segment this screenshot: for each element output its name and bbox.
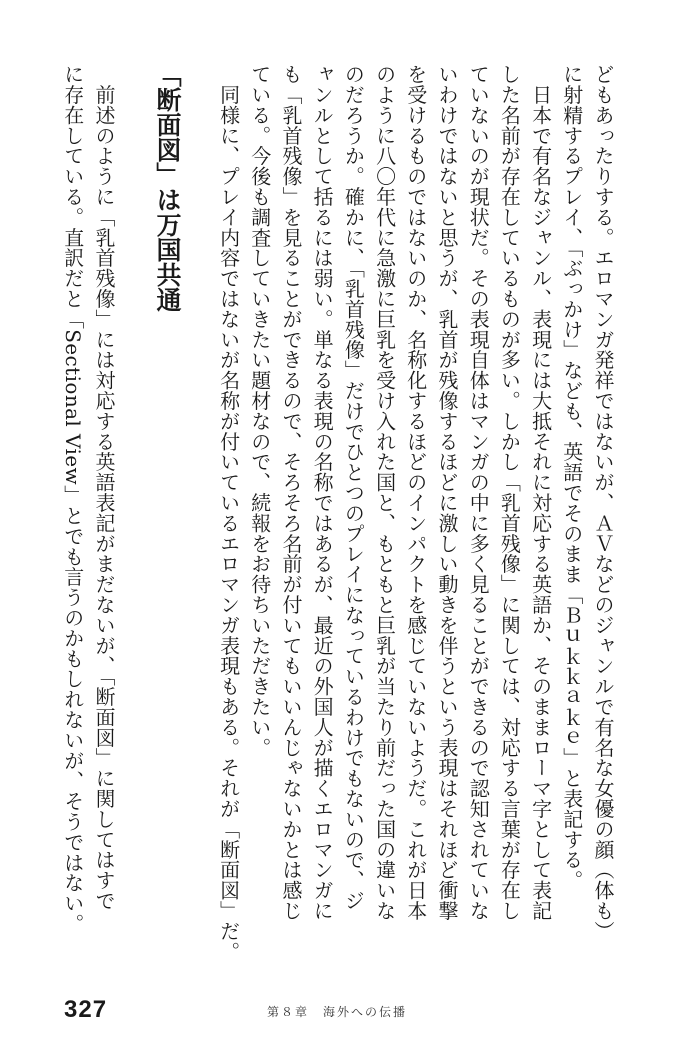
text-column: いわけではないと思うが、乳首が残像するほどに激しい動きを伴うという表現はそれほど衝撃 — [434, 64, 459, 921]
body-text-block — [212, 64, 618, 962]
text-column: も「乳首残像」を見ることができるので、そろそろ名前が付いてもいいんじゃないかとは感じ — [278, 64, 303, 921]
text-column: どもあったりする。エロマンガ発祥ではないが、ＡＶなどのジャンルで有名な女優の顔（体も） — [591, 64, 615, 942]
text-column: のように八〇年代に急激に巨乳を受け入れた国と、もともと巨乳が当たり前だった国の違いな — [372, 64, 397, 921]
text-column: に射精するプレイ、「ぶっかけ」なども、英語でそのまま「Ｂｕｋｋａｋｅ」と表記する。 — [559, 64, 584, 891]
text-column: ている。今後も調査していきたい題材なので、続報をお待ちいただきたい。 — [247, 64, 272, 758]
text-column: を受けるものではないのか、名称化するほどのインパクトを感じていないようだ。これが日本 — [403, 64, 428, 921]
text-column: 同様に、プレイ内容ではないが名称が付いているエロマンガ表現もある。それが「断面図」だ。 — [216, 64, 241, 962]
text-column: のだろうか。確かに、「乳首残像」だけでひとつのプレイになっているわけでもないので、ジ — [341, 64, 366, 911]
section-body-text — [57, 64, 119, 944]
chapter-running-head: 第８章 海外への伝播 — [267, 1005, 408, 1019]
text-column: した名前が存在しているものが多い。しかし「乳首残像」に関しては、対応する言葉が存在し — [497, 64, 522, 921]
section-heading: 「断面図」は万国共通 — [153, 62, 182, 312]
text-column: ていないのが現状だ。その表現自体はマンガの中に多く見ることができるので認知されていな — [466, 64, 491, 921]
text-column: ャンルとして括るには弱い。単なる表現の名称ではあるが、最近の外国人が描くエロマンガに — [310, 64, 335, 921]
text-column: に存在している。直訳だと「Sectional View」とでも言うのかもしれないが、そうではない。 — [60, 64, 85, 934]
page-number: 327 — [64, 996, 108, 1023]
text-column: 前述のように「乳首残像」には対応する英語表記がまだないが、「断面図」に関してはすで — [92, 64, 116, 911]
text-column: 日本で有名なジャンル、表現には大抵それに対応する英語か、そのままローマ字として表記 — [528, 64, 553, 921]
